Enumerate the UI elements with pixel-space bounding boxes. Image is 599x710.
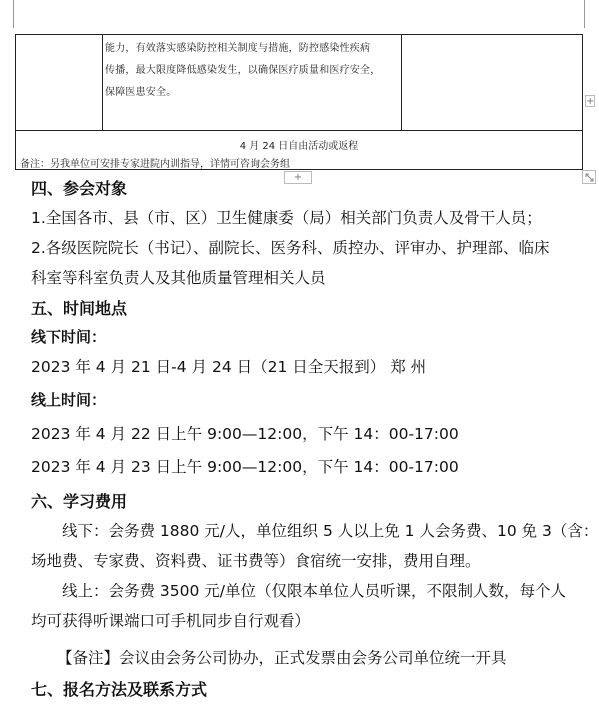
offline-time-value: 2023 年 4 月 21 日-4 月 24 日（21 日全天报到） 郑 州	[31, 358, 427, 376]
table-resize-handle[interactable]	[582, 170, 596, 184]
fee-offline-text-cont: 场地费、专家费、资料费、证书费等）食宿统一安排，费用自理。	[31, 552, 481, 570]
add-column-button[interactable]: +	[586, 96, 595, 107]
free-day-text: 4 月 24 日自由活动或返程	[239, 141, 359, 152]
section-4-item-2: 2.各级医院院长（书记）、副院长、医务科、质控办、评审办、护理部、临床	[31, 239, 550, 257]
table-note: 备注：另我单位可安排专家进院内训指导，详情可咨询会务组	[20, 159, 290, 170]
section-4-item-1: 1.全国各市、县（市、区）卫生健康委（局）相关部门负责人及骨干人员；	[31, 209, 542, 227]
cell-text-line: 传播，最大限度降低感染发生，以确保医疗质量和医疗安全，	[105, 65, 381, 76]
fee-online-text-cont: 均可获得听课端口可手机同步自行观看）	[31, 612, 311, 630]
cell-text-line: 能力，有效落实感染防控相关制度与措施，防控感染性疾病	[105, 43, 371, 54]
add-row-button[interactable]: +	[284, 171, 312, 184]
section-4-item-2-cont: 科室等科室负责人及其他质量管理相关人员	[31, 269, 326, 287]
online-time-label: 线上时间：	[31, 391, 107, 409]
schedule-table[interactable]	[15, 34, 583, 170]
section-7-heading: 七、报名方法及联系方式	[31, 680, 208, 699]
invoice-remark: 【备注】会议由会务公司协办，正式发票由会务公司单位统一开具	[57, 649, 507, 667]
section-6-heading: 六、学习费用	[31, 492, 128, 511]
page-corner-mark-left	[0, 0, 14, 30]
table-cell-empty[interactable]	[16, 35, 103, 130]
table-cell-empty[interactable]	[403, 35, 583, 130]
table-cell-content[interactable]	[102, 35, 402, 130]
table-row	[16, 35, 582, 131]
online-time-value-2: 2023 年 4 月 23 日上午 9:00—12:00，下午 14：00-17:00	[31, 458, 459, 476]
section-4-heading: 四、参会对象	[31, 179, 128, 198]
offline-time-label: 线下时间：	[31, 328, 107, 346]
section-5-heading: 五、时间地点	[31, 299, 128, 318]
cell-text-line: 保障医患安全。	[105, 87, 177, 98]
online-time-value-1: 2023 年 4 月 22 日上午 9:00—12:00，下午 14：00-17:00	[31, 425, 459, 443]
page-corner-mark-right	[584, 0, 598, 30]
table-row	[16, 131, 582, 170]
fee-offline-text: 线下：会务费 1880 元/人，单位组织 5 人以上免 1 人会务费、10 免 3（含：	[62, 522, 599, 540]
fee-online-text: 线上：会务费 3500 元/单位（仅限本单位人员听课，不限制人数，每个人	[62, 582, 567, 600]
resize-icon	[584, 172, 595, 183]
